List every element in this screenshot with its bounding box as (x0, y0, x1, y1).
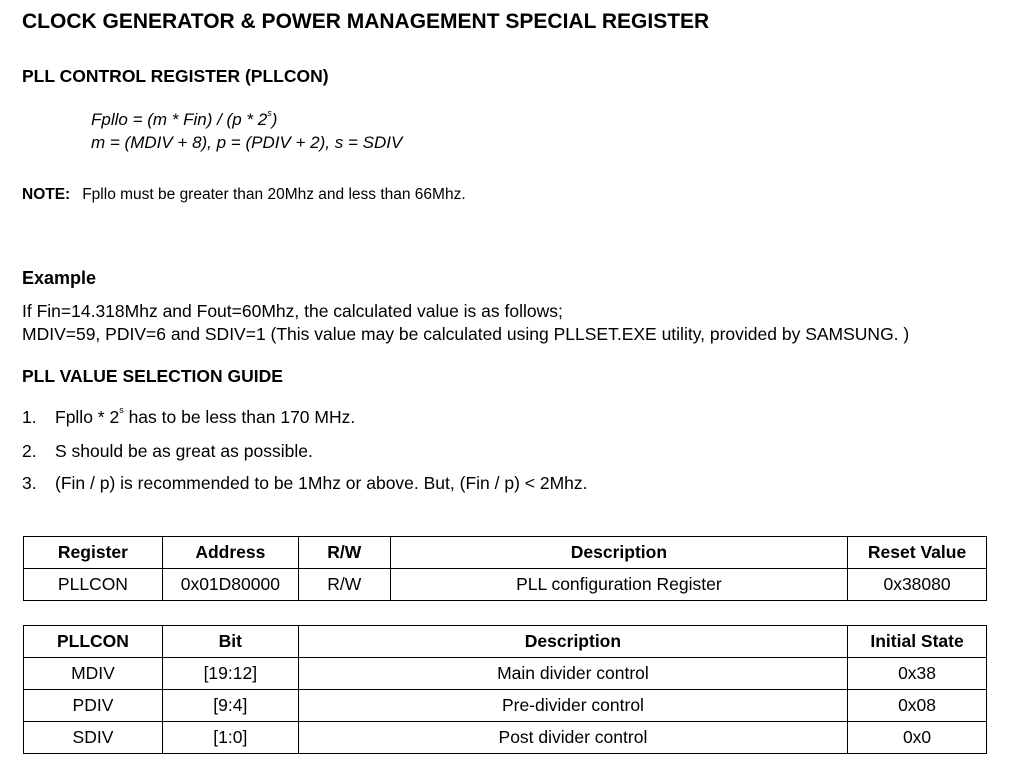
table-cell: PDIV (24, 690, 163, 722)
guide-item (22, 441, 313, 462)
table-cell: Main divider control (298, 658, 847, 690)
guide-heading: PLL VALUE SELECTION GUIDE (22, 366, 283, 386)
guide-item (22, 473, 588, 494)
table-cell: MDIV (24, 658, 163, 690)
table-cell: Pre-divider control (298, 690, 847, 722)
guide-item-number: 2. (22, 441, 37, 461)
table-row (24, 569, 987, 601)
guide-item-superscript: s (119, 405, 124, 415)
table-header-row (24, 537, 987, 569)
table-header-row (24, 626, 987, 658)
page-title: CLOCK GENERATOR & POWER MANAGEMENT SPECIAL REGISTER (22, 10, 710, 33)
guide-item-text: Fpllo * 2 (55, 407, 120, 427)
header-cell: Initial State (848, 626, 987, 658)
header-cell: R/W (298, 537, 390, 569)
header-cell: Bit (162, 626, 298, 658)
guide-item (22, 407, 355, 428)
table-cell: SDIV (24, 722, 163, 754)
note (22, 186, 466, 204)
table-row (24, 658, 987, 690)
guide-item-text-post: has to be less than 170 MHz. (123, 407, 356, 427)
table-row (24, 690, 987, 722)
table-cell: 0x38080 (848, 569, 987, 601)
formula-close: ) (271, 110, 278, 129)
table-cell: [19:12] (162, 658, 298, 690)
note-label: NOTE: (22, 186, 71, 203)
example-line-2: MDIV=59, PDIV=6 and SDIV=1 (This value may be calculated using PLLSET.EXE utility, provided by SAMSUNG. ) (22, 324, 910, 344)
header-cell: Address (162, 537, 298, 569)
table-cell: [9:4] (162, 690, 298, 722)
table-cell: Post divider control (298, 722, 847, 754)
table-cell: 0x38 (848, 658, 987, 690)
section-title: PLL CONTROL REGISTER (PLLCON) (22, 66, 329, 86)
guide-item-number: 3. (22, 473, 37, 493)
guide-item-text: (Fin / p) is recommended to be 1Mhz or above. But, (Fin / p) < 2Mhz. (55, 473, 588, 493)
formula-line-1 (91, 110, 277, 130)
header-cell: Register (24, 537, 163, 569)
table-cell: [1:0] (162, 722, 298, 754)
table-row (24, 722, 987, 754)
note-text: Fpllo must be greater than 20Mhz and less than 66Mhz. (82, 186, 466, 203)
table-cell: 0x01D80000 (162, 569, 298, 601)
header-cell: Description (298, 626, 847, 658)
table-cell: PLL configuration Register (390, 569, 847, 601)
formula-superscript: s (267, 108, 272, 118)
table-cell: R/W (298, 569, 390, 601)
bit-table (23, 625, 987, 754)
formula-text: Fpllo = (m * Fin) / (p * 2 (91, 110, 268, 129)
formula-line-2: m = (MDIV + 8), p = (PDIV + 2), s = SDIV (91, 133, 403, 152)
example-heading: Example (22, 268, 97, 288)
guide-item-text: S should be as great as possible. (55, 441, 313, 461)
table-cell: 0x08 (848, 690, 987, 722)
header-cell: PLLCON (24, 626, 163, 658)
header-cell: Reset Value (848, 537, 987, 569)
guide-item-number: 1. (22, 407, 37, 427)
table-cell: PLLCON (24, 569, 163, 601)
header-cell: Description (390, 537, 847, 569)
example-line-1: If Fin=14.318Mhz and Fout=60Mhz, the calculated value is as follows; (22, 301, 563, 321)
register-table (23, 536, 987, 601)
table-cell: 0x0 (848, 722, 987, 754)
